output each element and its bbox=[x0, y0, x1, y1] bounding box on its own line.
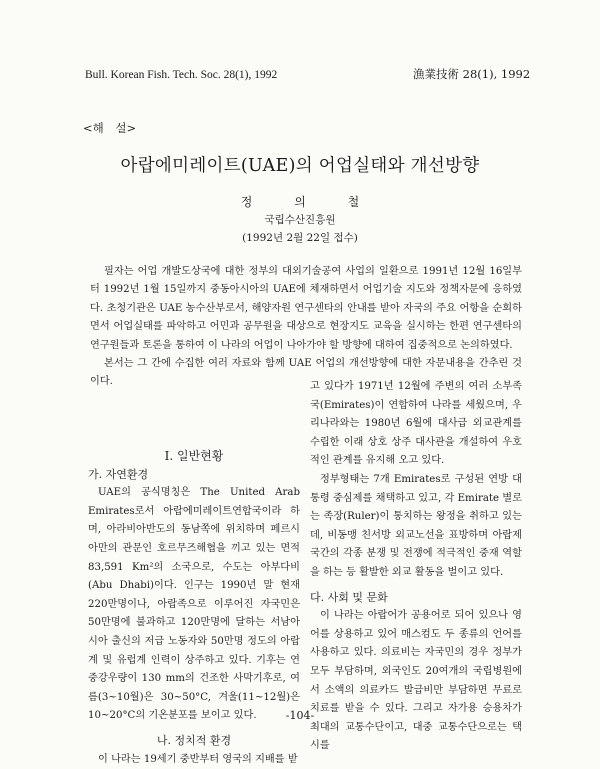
article-title: 아랍에미레이트(UAE)의 어업실태와 개선방향 bbox=[0, 152, 600, 177]
body-paragraph: 이 나라는 아랍어가 공용어로 되어 있으나 영어를 상용하고 있어 매스컴도 두 종류의 언어를 사용하고 있다. 의료비는 자국민의 경우 정부가 모두 부담하며, 외국인도 20여개의 국립병원에서 소액의 의료카드 발급비만 부담하면 무료로 치료를 받을 수 있다. 그리고 자가용 승용차가 최대의 교통수단이고, 대중 교통수단으로는 택시를 bbox=[310, 607, 522, 756]
subsection-heading: 가. 자연환경 bbox=[88, 466, 300, 485]
section-heading: I. 일반현황 bbox=[88, 447, 300, 466]
body-paragraph: 정부형태는 7개 Emirates로 구성된 연방 대통령 중심제를 채택하고 있고, 각 Emirate 별로는 족장(Ruler)이 통치하는 왕정을 취하고 있는데, 비동맹 친서방 외교노선을 표방하며 아랍제국간의 각종 분쟁 및 전쟁에 적극적인 중재 역할을 하는 등 활발한 외교 활동을 벌이고 있다. bbox=[310, 471, 522, 583]
author-affiliation: 국립수산진흥원 bbox=[0, 212, 600, 227]
body-paragraph: 이 나라는 19세기 중반부터 영국의 지배를 받 bbox=[88, 751, 300, 769]
journal-header-korean: 漁業技術 28(1), 1992 bbox=[413, 66, 530, 82]
subsection-heading: 나. 정치적 환경 bbox=[88, 732, 300, 751]
journal-header-english: Bull. Korean Fish. Tech. Soc. 28(1), 1992 bbox=[85, 69, 277, 81]
article-category: <해 설> bbox=[83, 120, 136, 136]
abstract bbox=[90, 263, 522, 392]
received-date: (1992년 2월 22일 접수) bbox=[0, 230, 600, 245]
body-paragraph: 고 있다가 1971년 12월에 주변의 여러 소부족국(Emirates)이 연합하여 나라를 세웠으며, 우리나라와는 1980년 6월에 대사급 외교관계를 수립한 이래 상호 상주 대사관을 개설하여 우호적인 관계를 유지해 오고 있다. bbox=[310, 378, 522, 471]
abstract-paragraph: 본서는 그 간에 수집한 여러 자료와 함께 UAE 어업의 개선방향에 대한 자문내용을 간추린 것이다. bbox=[90, 355, 522, 392]
body-paragraph: UAE의 공식명칭은 The United Arab Emirates로서 아랍에미레이트연합국이라 하며, 아라비아반도의 동남쪽에 위치하며 페르시아만의 관문인 호르무즈해협을 끼고 있는 면적 83,591 Km²의 소국으로, 수도는 아부다비(Abu Dhabi)이다. 인구는 1990년 말 현재 220만명이나, 아랍족으로 이루어진 자국민은 50만명에 불과하고 120만명에 달하는 서남아시아 출신의 저급 노동자와 50만명 정도의 아랍계 및 유럽계 인력이 상주하고 있다. 기후는 연중강우량이 130 mm의 건조한 사막기후로, 여름(3~10월)은 30~50°C, 겨울(11~12월)은 10~20°C의 기온분포를 보이고 있다. bbox=[88, 484, 300, 726]
subsection-heading: 다. 사회 및 문화 bbox=[310, 589, 522, 608]
right-column bbox=[310, 378, 522, 756]
page-number: -104- bbox=[0, 709, 600, 722]
author-name: 정 의 철 bbox=[0, 193, 600, 210]
abstract-paragraph: 필자는 어업 개발도상국에 대한 정부의 대외기술공여 사업의 일환으로 1991년 12월 16일부터 1992년 1월 15일까지 중동아시아의 UAE에 체재하면서 어업기술 지도와 정책자문에 응하였다. 초청기관은 UAE 농수산부로서, 해양자원 연구센타의 안내를 받아 자국의 주요 어항을 순회하면서 어업실태를 파악하고 어민과 공무원을 대상으로 현장지도 교육을 실시하는 한편 연구센타의 연구원들과 토론을 통하여 이 나라의 어업이 나아가야 할 방향에 대하여 집중적으로 논의하였다. bbox=[90, 263, 522, 355]
